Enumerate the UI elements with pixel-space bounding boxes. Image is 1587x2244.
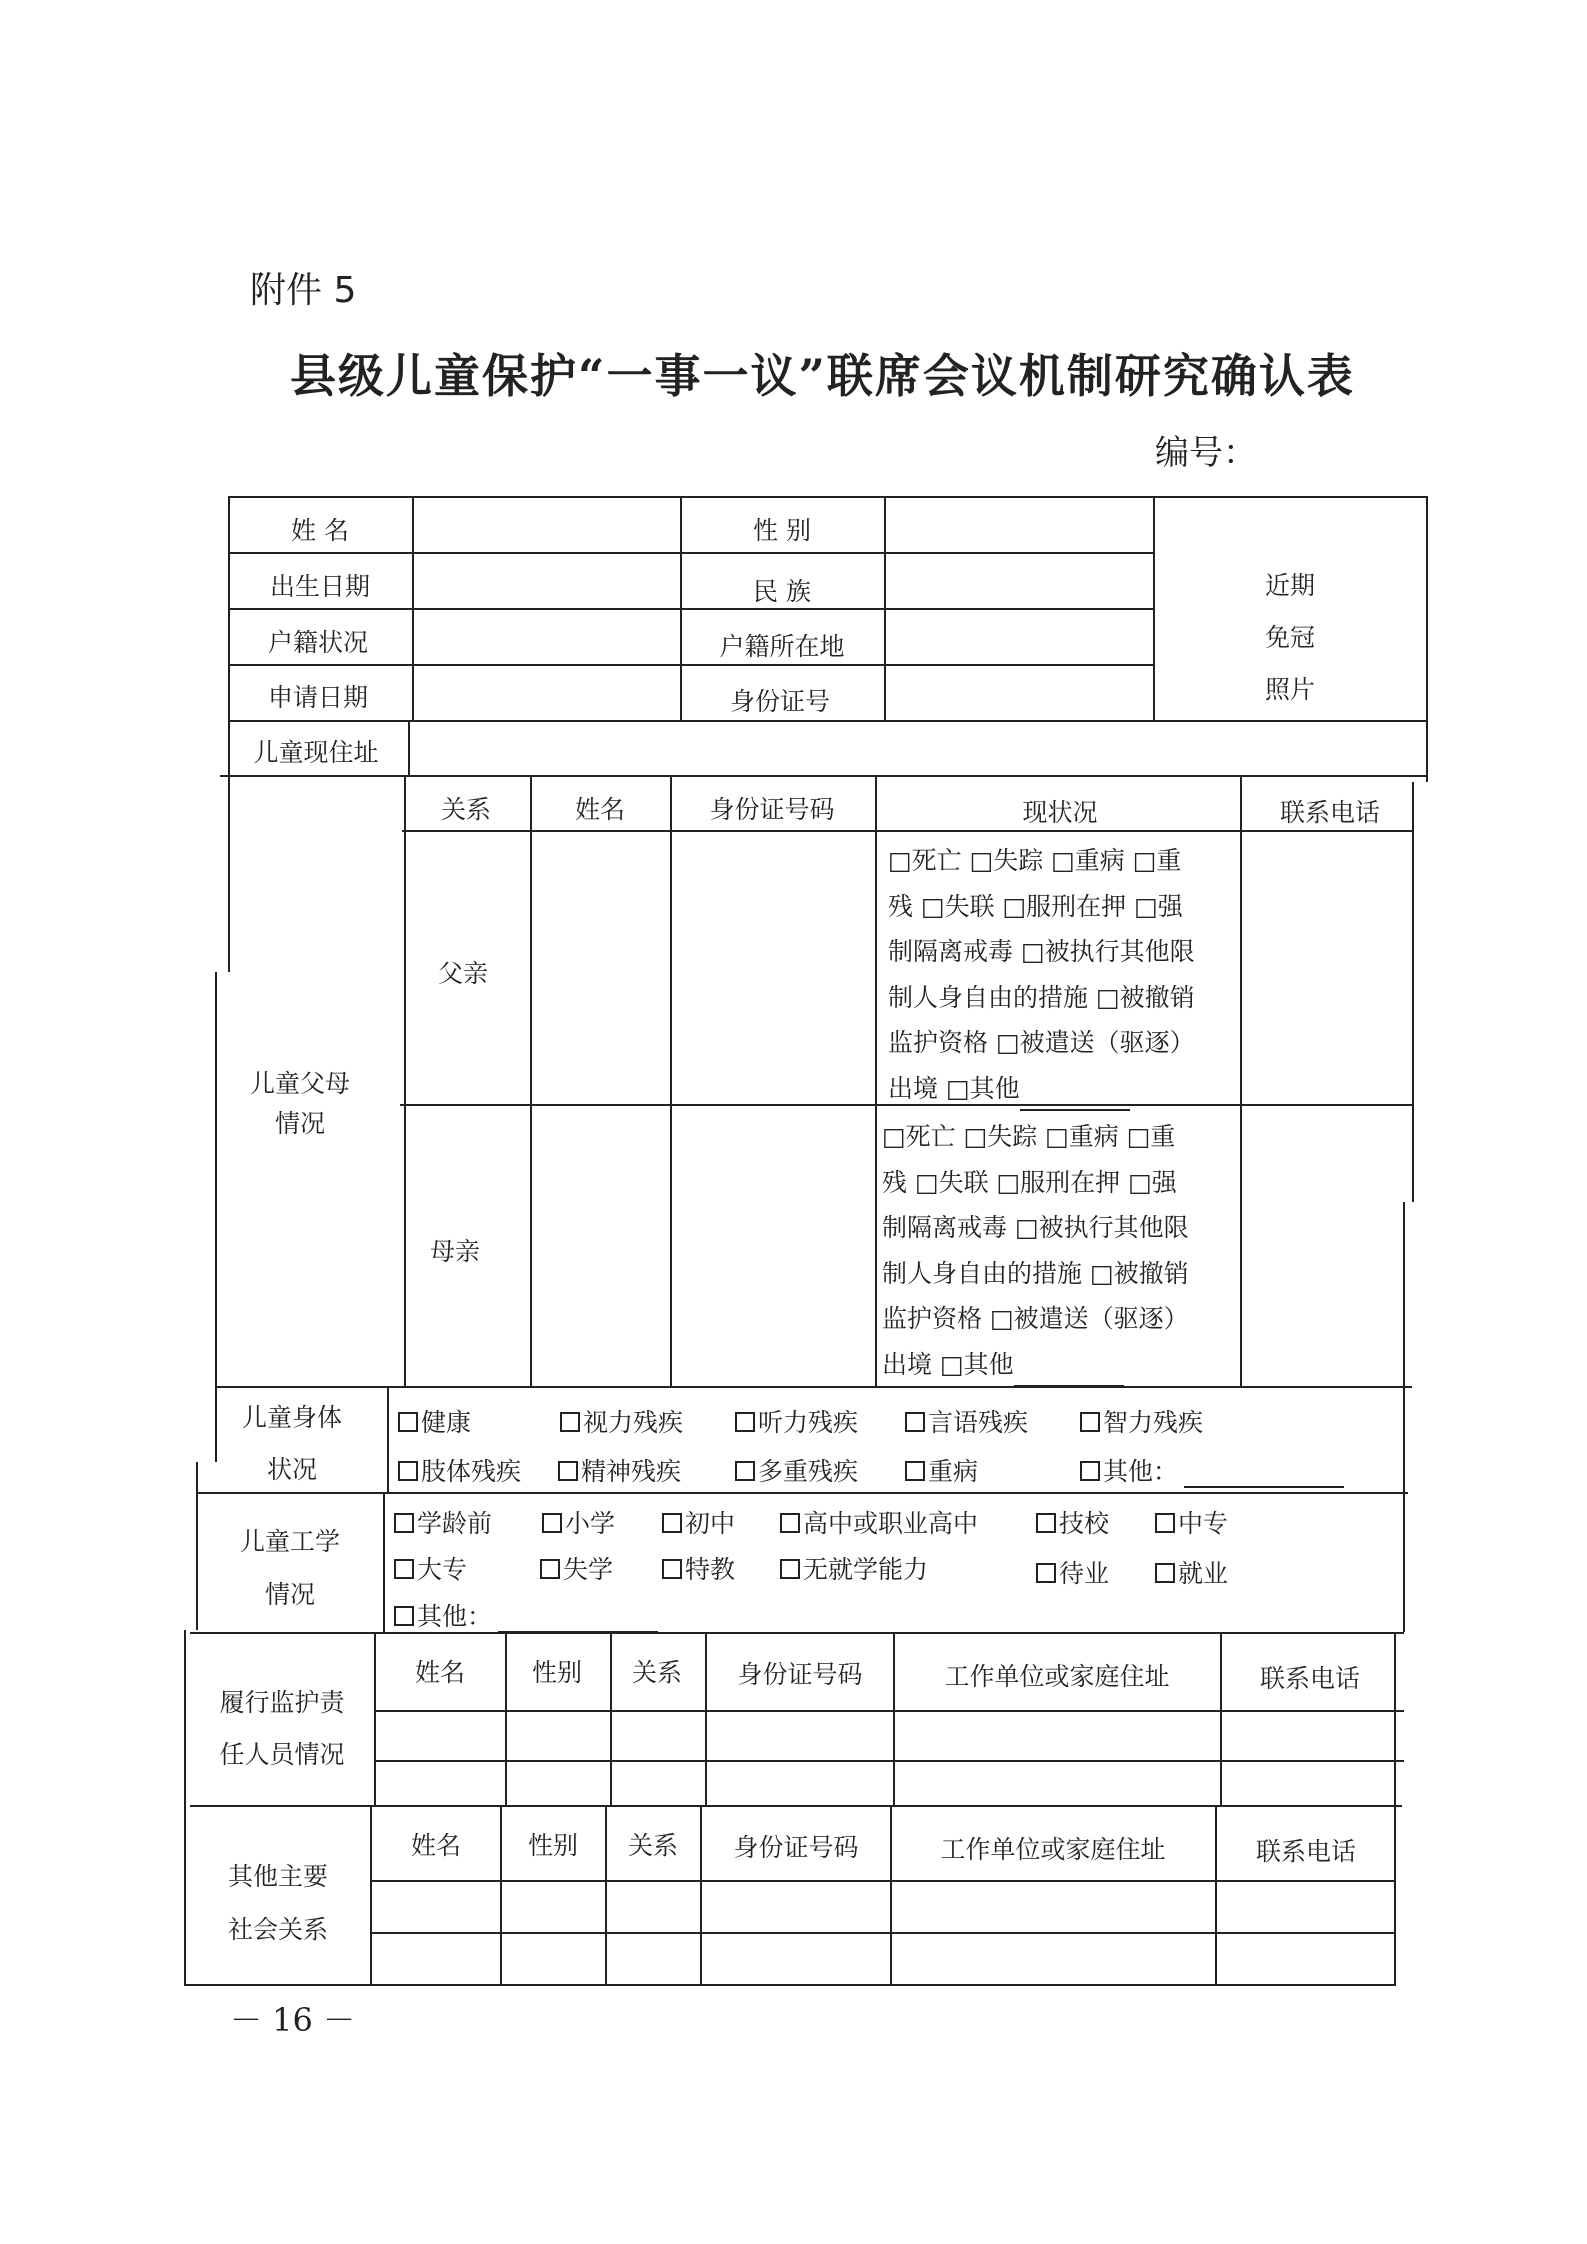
parents-header-relation: 关系 [440,795,492,824]
parents-section-label-line2: 情况 [274,1109,326,1138]
checkbox-icon [1155,1563,1175,1583]
guardian-header-name: 姓名 [414,1658,466,1687]
edu-option-unable[interactable]: 无就学能力 [780,1550,928,1586]
checkbox-icon [735,1412,755,1432]
edu-option-dropout[interactable]: 失学 [540,1550,613,1586]
social-header-relation: 关系 [627,1831,679,1860]
edu-option-technical[interactable]: 技校 [1036,1504,1109,1540]
social-section-label-line1: 其他主要 [227,1862,329,1891]
edu-option-special[interactable]: 特教 [662,1550,735,1586]
photo-label-line3: 照片 [1264,675,1316,704]
label-hukou-status: 户籍状况 [267,628,369,657]
edu-option-preschool[interactable]: 学龄前 [394,1504,492,1540]
edu-option-senior[interactable]: 高中或职业高中 [780,1504,978,1540]
checkbox-icon [662,1513,682,1533]
checkbox-icon [1036,1563,1056,1583]
edu-option-other[interactable]: 其他： [394,1597,658,1633]
photo-label-line1: 近期 [1264,571,1316,600]
checkbox-icon [662,1559,682,1579]
form-title: 县级儿童保护“一事一议”联席会议机制研究确认表 [290,349,1355,403]
mother-status-line: 出境 □其他 [882,1349,1014,1379]
social-header-gender: 性别 [527,1831,579,1860]
parents-header-id: 身份证号码 [709,795,835,824]
label-birth-date: 出生日期 [269,572,371,601]
checkbox-icon [1080,1461,1100,1481]
checkbox-icon [394,1606,414,1626]
label-hukou-location: 户籍所在地 [719,632,845,661]
edu-option-college[interactable]: 大专 [394,1550,467,1586]
checkbox-icon [398,1461,418,1481]
checkbox-icon [780,1559,800,1579]
edu-option-employed[interactable]: 就业 [1155,1554,1228,1590]
edu-option-junior[interactable]: 初中 [662,1504,735,1540]
parents-section-label-line1: 儿童父母 [249,1069,351,1098]
mother-status-line: 制隔离戒毒 □被执行其他限 [882,1213,1189,1242]
mother-label: 母亲 [429,1237,481,1266]
health-option-speech[interactable]: 言语残疾 [905,1403,1028,1439]
label-gender: 性 别 [753,516,811,545]
father-status-line: 出境 □其他 [888,1073,1020,1103]
photo-label-line2: 免冠 [1264,623,1316,652]
health-option-limb[interactable]: 肢体残疾 [398,1452,521,1488]
checkbox-icon [540,1559,560,1579]
mother-status-line: 监护资格 □被遣送（驱逐） [882,1304,1189,1333]
health-option-multiple[interactable]: 多重残疾 [735,1452,858,1488]
checkbox-icon [560,1412,580,1432]
guardian-header-address: 工作单位或家庭住址 [944,1662,1170,1691]
health-option-hearing[interactable]: 听力残疾 [735,1403,858,1439]
social-header-address: 工作单位或家庭住址 [940,1835,1166,1864]
edu-option-primary[interactable]: 小学 [542,1504,615,1540]
checkbox-icon [398,1412,418,1432]
label-apply-date: 申请日期 [267,683,369,712]
checkbox-icon [394,1513,414,1533]
guardian-header-gender: 性别 [531,1658,583,1687]
checkbox-icon [558,1461,578,1481]
guardian-header-id: 身份证号码 [737,1660,863,1689]
page-number: － 16 － [230,2001,356,2039]
father-status-line: □死亡 □失踪 □重病 □重 [888,846,1182,875]
health-section-label-line1: 儿童身体 [241,1403,343,1432]
guardian-section-label-line1: 履行监护责 [219,1688,345,1717]
guardian-header-phone: 联系电话 [1259,1664,1361,1693]
health-section-label-line2: 状况 [266,1455,318,1484]
label-name: 姓 名 [291,516,349,545]
label-current-address: 儿童现住址 [253,738,379,767]
social-section-label-line2: 社会关系 [227,1915,329,1944]
checkbox-icon [1155,1513,1175,1533]
parents-header-name: 姓名 [574,795,626,824]
health-option-mental[interactable]: 精神残疾 [558,1452,681,1488]
health-option-other[interactable]: 其他： [1080,1452,1344,1488]
checkbox-icon [1080,1412,1100,1432]
checkbox-icon [905,1461,925,1481]
edu-option-secondary-vocational[interactable]: 中专 [1155,1504,1228,1540]
label-id-number: 身份证号 [729,687,831,716]
checkbox-icon [905,1412,925,1432]
father-status-line: 制隔离戒毒 □被执行其他限 [888,937,1195,966]
guardian-section-label-line2: 任人员情况 [219,1740,345,1769]
checkbox-icon [1036,1513,1056,1533]
label-ethnicity: 民 族 [753,577,811,606]
mother-status-options [882,1114,1189,1387]
social-header-id: 身份证号码 [733,1833,859,1862]
father-status-line: 监护资格 □被遣送（驱逐） [888,1028,1195,1057]
edu-option-unemployed[interactable]: 待业 [1036,1554,1109,1590]
mother-status-line: 残 □失联 □服刑在押 □强 [882,1167,1177,1197]
health-option-healthy[interactable]: 健康 [398,1403,471,1439]
parents-header-phone: 联系电话 [1279,798,1381,827]
health-option-serious-illness[interactable]: 重病 [905,1452,978,1488]
serial-number-label: 编号： [1155,433,1257,473]
guardian-header-relation: 关系 [631,1658,683,1687]
attachment-label: 附件 5 [250,270,357,311]
checkbox-icon [735,1461,755,1481]
father-status-line: 制人身自由的措施 □被撤销 [888,982,1195,1012]
mother-status-line: 制人身自由的措施 □被撤销 [882,1258,1189,1288]
checkbox-icon [542,1513,562,1533]
social-header-phone: 联系电话 [1255,1837,1357,1866]
checkbox-icon [780,1513,800,1533]
social-header-name: 姓名 [410,1831,462,1860]
parents-header-status: 现状况 [1022,798,1098,827]
father-status-options [888,838,1195,1111]
mother-status-line: □死亡 □失踪 □重病 □重 [882,1122,1176,1151]
father-label: 父亲 [437,959,489,988]
education-section-label-line1: 儿童工学 [239,1527,341,1556]
father-status-line: 残 □失联 □服刑在押 □强 [888,891,1183,921]
health-option-visual[interactable]: 视力残疾 [560,1403,683,1439]
checkbox-icon [394,1559,414,1579]
education-section-label-line2: 情况 [264,1580,316,1609]
health-option-intellectual[interactable]: 智力残疾 [1080,1403,1203,1439]
